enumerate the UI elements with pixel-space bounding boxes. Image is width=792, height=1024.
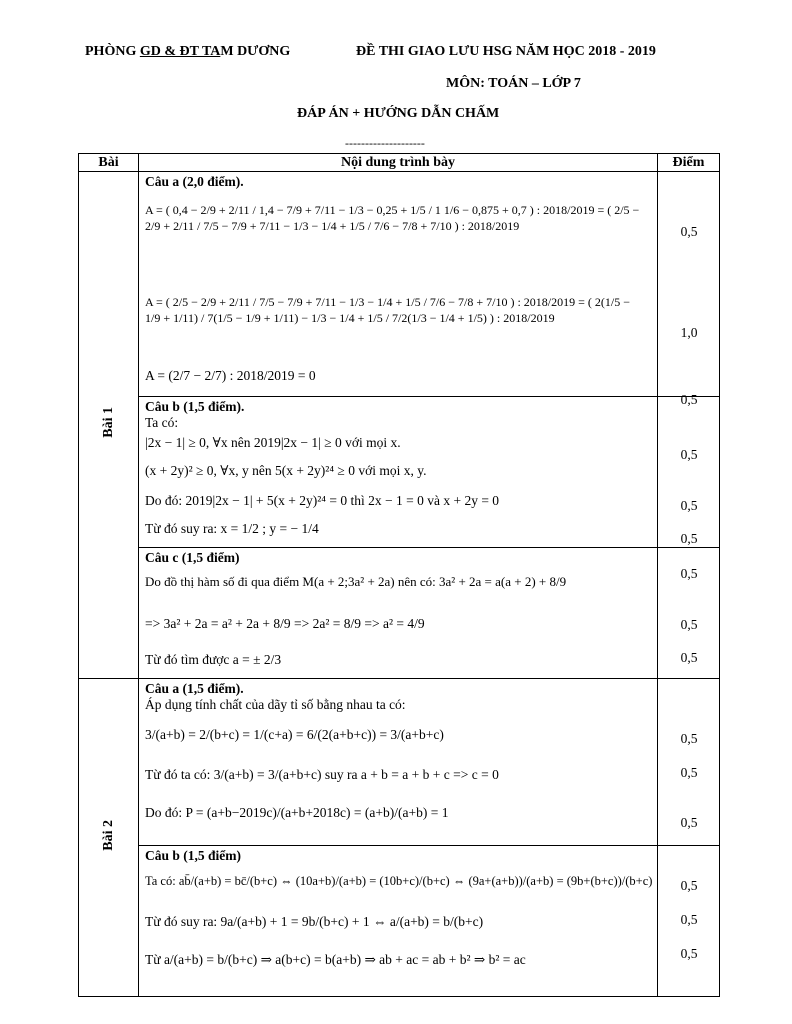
bai2a-points <box>658 679 720 846</box>
header-divider: -------------------- <box>345 136 425 150</box>
bai1a-point2: 1,0 <box>680 325 698 340</box>
bai1a-point3: 0,5 <box>680 392 698 407</box>
bai2a-content <box>139 679 658 846</box>
bai1c-point1: 0,5 <box>680 566 698 581</box>
table-row <box>79 679 720 846</box>
bai1a-line1: A = ( 0,4 − 2/9 + 2/11 / 1,4 − 7/9 + 7/11 − 1/3 − 0,25 + 1/5 / 1 1/6 − 0,875 + 0,7 ) : 2018/2019 = ( 2/5 − 2/9 + 2/11 / 7/5 − 7/9 + 7/11 − 1/3 − 1/4 + 1/5 / 7/6 − 7/8 + 7/10 ) : 2018/2019 <box>145 203 640 233</box>
bai1c-title: Câu c (1,5 điểm) <box>145 550 240 565</box>
bai2a-line2: 3/(a+b) = 2/(b+c) = 1/(c+a) = 6/(2(a+b+c)) = 3/(a+b+c) <box>145 727 444 742</box>
bai1c-point2: 0,5 <box>680 617 698 632</box>
bai2a-point1: 0,5 <box>680 731 698 746</box>
bai1c-content <box>139 548 658 679</box>
bai1a-content <box>139 172 658 397</box>
bai2b-content <box>139 846 658 997</box>
bai2a-line3: Từ đó ta có: 3/(a+b) = 3/(a+b+c) suy ra a + b = a + b + c => c = 0 <box>145 767 499 782</box>
table-row <box>79 172 720 397</box>
bai1b-point2: 0,5 <box>680 498 698 513</box>
col-header-content: Nội dung trình bày <box>139 154 658 172</box>
bai1-label: Bài 1 <box>100 407 116 438</box>
exam-title: ĐỀ THI GIAO LƯU HSG NĂM HỌC 2018 - 2019 <box>356 44 656 59</box>
bai2b-line1: Ta có: ab̄/(a+b) = bc̄/(b+c) ⇔ (10a+b)/(a+b) = (10b+c)/(b+c) ⇔ (9a+(a+b))/(a+b) = (9b+(b+c))/(b+c) <box>145 874 653 888</box>
bai1-label-cell <box>79 172 139 679</box>
bai1b-point1: 0,5 <box>680 447 698 462</box>
bai1b-content <box>139 397 658 548</box>
bai2a-point3: 0,5 <box>680 815 698 830</box>
bai1a-point1: 0,5 <box>680 224 698 239</box>
bai1a-title: Câu a (2,0 điểm). <box>145 174 244 189</box>
bai1b-point3: 0,5 <box>680 531 698 546</box>
bai2b-line2: Từ đó suy ra: 9a/(a+b) + 1 = 9b/(b+c) + 1 ⇔ a/(a+b) = b/(b+c) <box>145 914 484 929</box>
table-row <box>79 397 720 548</box>
bai2a-line1: Áp dụng tính chất của dãy tỉ số bằng nhau ta có: <box>145 697 406 712</box>
bai2b-line3: Từ a/(a+b) = b/(b+c) ⇒ a(b+c) = b(a+b) ⇒ ab + ac = ab + b² ⇒ b² = ac <box>145 952 526 967</box>
bai1a-points <box>658 172 720 407</box>
table-row <box>79 846 720 997</box>
bai2a-title: Câu a (1,5 điểm). <box>145 681 244 696</box>
bai2b-point2: 0,5 <box>680 912 698 927</box>
bai1c-points <box>658 548 720 679</box>
col-header-bai: Bài <box>79 154 139 172</box>
bai1c-line2: => 3a² + 2a = a² + 2a + 8/9 => 2a² = 8/9 => a² = 4/9 <box>145 616 425 631</box>
bai1b-line2: |2x − 1| ≥ 0, ∀x nên 2019|2x − 1| ≥ 0 với mọi x. <box>145 435 401 450</box>
bai1a-line2: A = ( 2/5 − 2/9 + 2/11 / 7/5 − 7/9 + 7/11 − 1/3 − 1/4 + 1/5 / 7/6 − 7/8 + 7/10 ) : 2018/2019 = ( 2(1/5 − 1/9 + 1/11) / 7(1/5 − 1/9 + 1/11) − 1/3 − 1/4 + 1/5 / 7/2(1/3 − 1/4 + 1/5) ) : 2018/2019 <box>145 295 630 325</box>
bai2b-point3: 0,5 <box>680 946 698 961</box>
bai2-label-cell <box>79 679 139 997</box>
table-row <box>79 548 720 679</box>
bai1a-line3: A = (2/7 − 2/7) : 2018/2019 = 0 <box>145 368 316 383</box>
school-name-underlined: GD & ĐT TA <box>139 44 221 59</box>
bai1b-title: Câu b (1,5 điểm). <box>145 399 245 414</box>
bai2-label: Bài 2 <box>100 819 116 851</box>
school-name-prefix: PHÒNG <box>85 44 140 59</box>
bai2a-point2: 0,5 <box>680 765 698 780</box>
school-name-suffix: M DƯƠNG <box>220 44 291 59</box>
bai1c-line1: Do đồ thị hàm số đi qua điểm M(a + 2;3a² + 2a) nên có: 3a² + 2a = a(a + 2) + 8/9 <box>145 574 567 589</box>
bai1b-line1: Ta có: <box>145 415 179 430</box>
bai1b-line3: (x + 2y)² ≥ 0, ∀x, y nên 5(x + 2y)²⁴ ≥ 0 với mọi x, y. <box>145 463 427 478</box>
bai1b-line4: Do đó: 2019|2x − 1| + 5(x + 2y)²⁴ = 0 thì 2x − 1 = 0 và x + 2y = 0 <box>145 493 500 508</box>
bai1b-line5: Từ đó suy ra: x = 1/2 ; y = − 1/4 <box>145 521 319 536</box>
bai1b-points <box>658 397 720 548</box>
table-header-row <box>79 154 720 172</box>
bai1c-point3: 0,5 <box>680 650 698 665</box>
col-header-points: Điểm <box>658 154 720 172</box>
answer-table <box>78 153 720 997</box>
bai2b-points <box>658 846 720 997</box>
answer-title: ĐÁP ÁN + HƯỚNG DẪN CHẤM <box>297 106 500 121</box>
bai1c-line3: Từ đó tìm được a = ± 2/3 <box>145 652 282 667</box>
bai2b-title: Câu b (1,5 điểm) <box>145 848 242 863</box>
bai2a-line4: Do đó: P = (a+b−2019c)/(a+b+2018c) = (a+b)/(a+b) = 1 <box>145 805 449 820</box>
school-name <box>85 44 290 60</box>
bai2b-point1: 0,5 <box>680 878 698 893</box>
exam-subject: MÔN: TOÁN – LỚP 7 <box>446 76 581 91</box>
